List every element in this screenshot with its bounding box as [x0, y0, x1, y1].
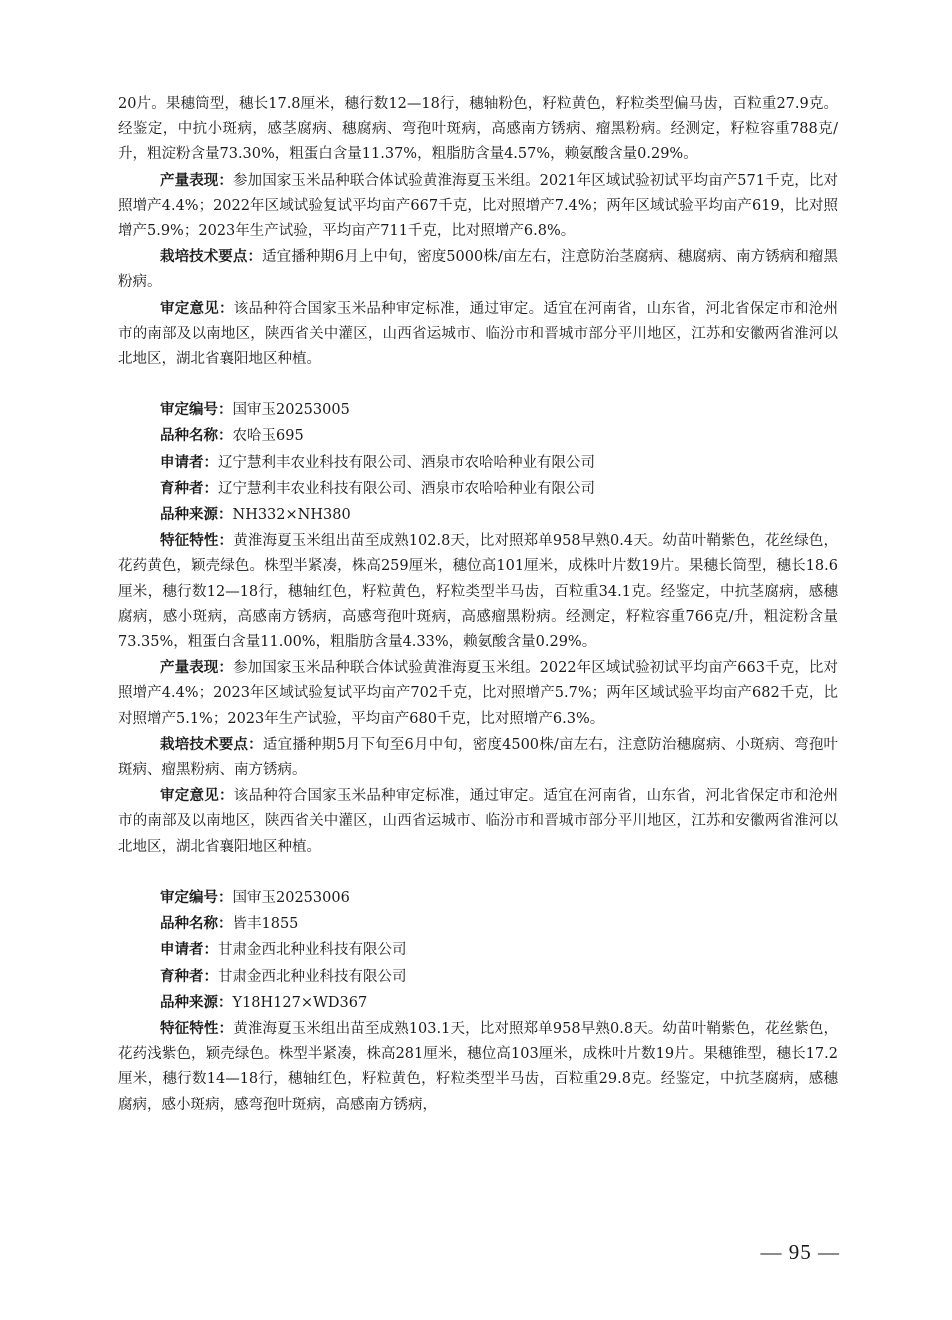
applicant-value: 辽宁慧利丰农业科技有限公司、酒泉市农哈哈种业有限公司	[218, 454, 595, 471]
yield-text: 参加国家玉米品种联合体试验黄淮海夏玉米组。2022年区域试验初试平均亩产663千克，比对照增产4.4%；2023年区域试验复试平均亩产702千克，比对照增产5.7%；两年区域试验平均亩产682千克，比对照增产5.1%；2023年生产试验，平均亩产680千克，比对照增产6.3%。	[118, 660, 838, 727]
opinion-text: 该品种符合国家玉米品种审定标准，通过审定。适宜在河南省，山东省，河北省保定市和沧州市的南部及以南地区，陕西省关中灌区，山西省运城市、临汾市和晋城市部分平川地区，江苏和安徽两省淮河以北地区，湖北省襄阳地区种植。	[118, 788, 839, 855]
yield-paragraph	[118, 655, 838, 732]
cultivation-paragraph	[118, 244, 838, 295]
trait-paragraph	[118, 1016, 838, 1118]
trait-text: 黄淮海夏玉米组出苗至成熟103.1天，比对照郑单958早熟0.8天。幼苗叶鞘紫色，花丝紫色，花药浅紫色，颖壳绿色。株型半紧凑，株高281厘米，穗位高103厘米，成株叶片数19片。果穗锥型，穗长17.2厘米，穗行数14—18行，穗轴红色，籽粒黄色，籽粒类型半马齿，百粒重29.8克。经鉴定，中抗茎腐病，感穗腐病，感小斑病，感弯孢叶斑病，高感南方锈病，	[118, 1020, 838, 1113]
applicant-label: 申请者：	[160, 941, 218, 959]
approval-number-label: 审定编号：	[160, 888, 233, 906]
cultivation-paragraph	[118, 732, 838, 783]
variety-source-value: NH332×NH380	[232, 507, 351, 524]
trait-text: 黄淮海夏玉米组出苗至成熟102.8天，比对照郑单958早熟0.4天。幼苗叶鞘紫色，花丝绿色，花药黄色，颖壳绿色。株型半紧凑，株高259厘米，穗位高101厘米，成株叶片数19片。果穗长筒型，穗长18.6厘米，穗行数12—18行，穗轴红色，籽粒黄色，籽粒类型半马齿，百粒重34.1克。经鉴定，中抗茎腐病，感穗腐病，感小斑病，高感南方锈病，高感弯孢叶斑病，高感瘤黑粉病。经测定，籽粒容重766克/升，粗淀粉含量73.35%，粗蛋白含量11.00%，粗脂肪含量4.33%，赖氨酸含量0.29%。	[118, 533, 838, 651]
approval-number	[118, 397, 838, 423]
variety-entry	[118, 885, 838, 1118]
breeder-label: 育种者：	[160, 967, 218, 985]
variety-name	[118, 423, 838, 449]
cultivation-text: 适宜播种期5月下旬至6月中旬，密度4500株/亩左右，注意防治穗腐病、小斑病、弯孢叶斑病、瘤黑粉病、南方锈病。	[118, 736, 839, 779]
variety-name-value: 农哈玉695	[232, 428, 304, 445]
variety-source-label: 品种来源：	[160, 993, 233, 1011]
breeder	[118, 964, 838, 990]
opinion-label: 审定意见：	[160, 787, 234, 805]
applicant	[118, 450, 838, 476]
page-number: — 95 —	[760, 1240, 840, 1264]
applicant-label: 申请者：	[160, 453, 218, 471]
yield-paragraph	[118, 168, 838, 245]
variety-entry	[118, 397, 838, 860]
approval-number-value: 国审玉20253006	[232, 889, 350, 906]
yield-label: 产量表现：	[160, 171, 234, 189]
yield-text: 参加国家玉米品种联合体试验黄淮海夏玉米组。2021年区域试验初试平均亩产571千克，比对照增产4.4%；2022年区域试验复试平均亩产667千克，比对照增产7.4%；两年区域试验平均亩产619，比对照增产5.9%；2023年生产试验，平均亩产711千克，比对照增产6.8%。	[118, 172, 838, 240]
cultivation-text: 适宜播种期6月上中旬，密度5000株/亩左右，注意防治茎腐病、穗腐病、南方锈病和瘤黑粉病。	[118, 249, 838, 291]
approval-number	[118, 885, 838, 911]
opinion-paragraph	[118, 296, 838, 373]
breeder	[118, 476, 838, 502]
breeder-value: 甘肃金西北种业科技有限公司	[218, 968, 407, 985]
variety-name-value: 皆丰1855	[232, 916, 299, 933]
variety-source	[118, 502, 838, 528]
opinion-paragraph	[118, 783, 838, 860]
variety-name	[118, 911, 838, 937]
yield-label: 产量表现：	[160, 659, 234, 677]
trait-paragraph	[118, 528, 838, 655]
applicant-value: 甘肃金西北种业科技有限公司	[218, 942, 407, 959]
applicant	[118, 937, 838, 963]
variety-source	[118, 990, 838, 1016]
opinion-label: 审定意见：	[160, 299, 234, 317]
approval-number-label: 审定编号：	[160, 401, 233, 419]
variety-source-label: 品种来源：	[160, 506, 233, 524]
trait-paragraph-tail: 20片。果穗筒型，穗长17.8厘米，穗行数12—18行，穗轴粉色，籽粒黄色，籽粒类型偏马齿，百粒重27.9克。经鉴定，中抗小斑病，感茎腐病、穗腐病、弯孢叶斑病，高感南方锈病、瘤黑粉病。经测定，籽粒容重788克/升，粗淀粉含量73.30%，粗蛋白含量11.37%，粗脂肪含量4.57%，赖氨酸含量0.29%。	[118, 96, 838, 163]
variety-source-value: Y18H127×WD367	[232, 994, 368, 1011]
cultivation-label: 栽培技术要点：	[160, 248, 263, 266]
trait-label: 特征特性：	[160, 532, 234, 550]
trait-label: 特征特性：	[160, 1019, 234, 1037]
variety-name-label: 品种名称：	[160, 427, 233, 445]
cultivation-label: 栽培技术要点：	[160, 735, 263, 753]
variety-name-label: 品种名称：	[160, 915, 233, 933]
approval-number-value: 国审玉20253005	[232, 402, 350, 419]
opinion-text: 该品种符合国家玉米品种审定标准，通过审定。适宜在河南省，山东省，河北省保定市和沧州市的南部及以南地区，陕西省关中灌区，山西省运城市、临汾市和晋城市部分平川地区，江苏和安徽两省淮河以北地区，湖北省襄阳地区种植。	[118, 300, 839, 368]
document-page	[118, 92, 838, 1118]
breeder-value: 辽宁慧利丰农业科技有限公司、酒泉市农哈哈种业有限公司	[218, 480, 595, 497]
breeder-label: 育种者：	[160, 479, 218, 497]
variety-entry-continued	[118, 92, 838, 372]
